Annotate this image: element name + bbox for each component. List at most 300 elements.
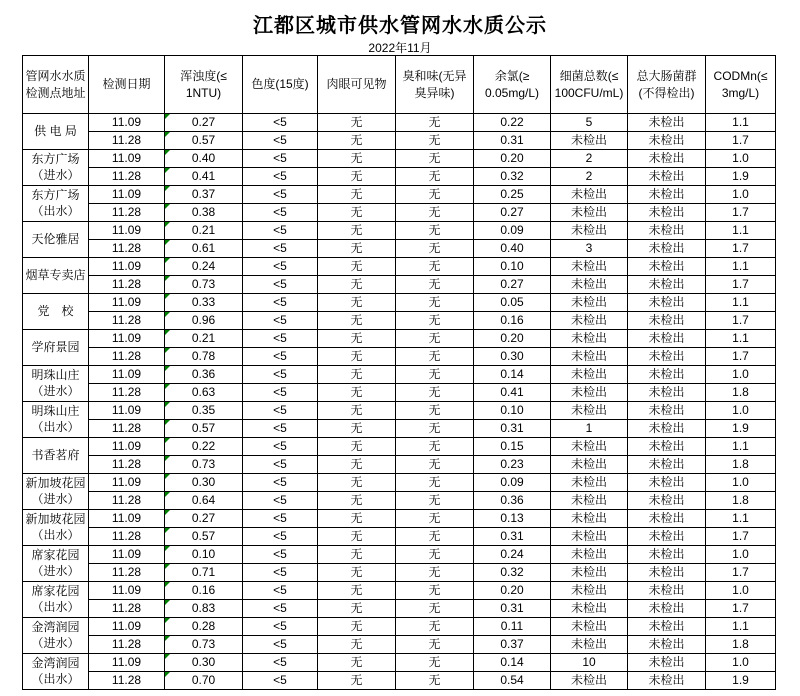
bacteria-cell: 未检出: [551, 474, 628, 492]
chroma-cell: <5: [243, 564, 318, 582]
column-header-8: 总大肠菌群 (不得检出): [628, 56, 706, 114]
odor-cell: 无: [396, 420, 474, 438]
codmn-cell: 1.8: [706, 636, 776, 654]
turbidity-cell: 0.30: [165, 474, 243, 492]
turbidity-cell: 0.10: [165, 546, 243, 564]
chroma-cell: <5: [243, 276, 318, 294]
visible-matter-cell: 无: [318, 150, 396, 168]
chlorine-cell: 0.20: [474, 582, 551, 600]
chlorine-cell: 0.36: [474, 492, 551, 510]
chlorine-cell: 0.10: [474, 258, 551, 276]
visible-matter-cell: 无: [318, 384, 396, 402]
table-row: [23, 600, 776, 618]
column-header-5: 臭和味(无异 臭异味): [396, 56, 474, 114]
chroma-cell: <5: [243, 348, 318, 366]
coliform-cell: 未检出: [628, 654, 706, 672]
visible-matter-cell: 无: [318, 564, 396, 582]
visible-matter-cell: 无: [318, 672, 396, 690]
odor-cell: 无: [396, 258, 474, 276]
turbidity-cell: 0.73: [165, 636, 243, 654]
bacteria-cell: 3: [551, 240, 628, 258]
table-row: [23, 564, 776, 582]
coliform-cell: 未检出: [628, 294, 706, 312]
odor-cell: 无: [396, 330, 474, 348]
column-header-4: 肉眼可见物: [318, 56, 396, 114]
chroma-cell: <5: [243, 240, 318, 258]
table-row: [23, 330, 776, 348]
table-row: [23, 204, 776, 222]
odor-cell: 无: [396, 312, 474, 330]
table-row: [23, 546, 776, 564]
odor-cell: 无: [396, 132, 474, 150]
codmn-cell: 1.1: [706, 222, 776, 240]
bacteria-cell: 2: [551, 150, 628, 168]
bacteria-cell: 未检出: [551, 438, 628, 456]
column-header-2: 浑浊度(≤ 1NTU): [165, 56, 243, 114]
location-cell: 新加坡花园 （出水）: [23, 510, 89, 546]
coliform-cell: 未检出: [628, 546, 706, 564]
odor-cell: 无: [396, 348, 474, 366]
chroma-cell: <5: [243, 384, 318, 402]
date-cell: 11.09: [89, 330, 165, 348]
bacteria-cell: 未检出: [551, 204, 628, 222]
codmn-cell: 1.7: [706, 348, 776, 366]
date-cell: 11.28: [89, 672, 165, 690]
chlorine-cell: 0.40: [474, 240, 551, 258]
chlorine-cell: 0.14: [474, 654, 551, 672]
table-row: [23, 420, 776, 438]
turbidity-cell: 0.73: [165, 456, 243, 474]
location-cell: 金湾润园 （出水）: [23, 654, 89, 690]
location-cell: 东方广场 （进水）: [23, 150, 89, 186]
bacteria-cell: 未检出: [551, 636, 628, 654]
chlorine-cell: 0.27: [474, 276, 551, 294]
chlorine-cell: 0.54: [474, 672, 551, 690]
visible-matter-cell: 无: [318, 546, 396, 564]
turbidity-cell: 0.38: [165, 204, 243, 222]
turbidity-cell: 0.22: [165, 438, 243, 456]
location-cell: 供 电 局: [23, 114, 89, 150]
odor-cell: 无: [396, 654, 474, 672]
codmn-cell: 1.1: [706, 618, 776, 636]
date-cell: 11.28: [89, 240, 165, 258]
coliform-cell: 未检出: [628, 672, 706, 690]
chroma-cell: <5: [243, 150, 318, 168]
codmn-cell: 1.7: [706, 312, 776, 330]
date-cell: 11.28: [89, 456, 165, 474]
odor-cell: 无: [396, 240, 474, 258]
coliform-cell: 未检出: [628, 114, 706, 132]
table-row: [23, 438, 776, 456]
odor-cell: 无: [396, 204, 474, 222]
table-row: [23, 528, 776, 546]
visible-matter-cell: 无: [318, 330, 396, 348]
bacteria-cell: 10: [551, 654, 628, 672]
bacteria-cell: 未检出: [551, 366, 628, 384]
date-cell: 11.28: [89, 132, 165, 150]
chroma-cell: <5: [243, 186, 318, 204]
coliform-cell: 未检出: [628, 348, 706, 366]
date-cell: 11.09: [89, 222, 165, 240]
odor-cell: 无: [396, 294, 474, 312]
codmn-cell: 1.7: [706, 132, 776, 150]
visible-matter-cell: 无: [318, 636, 396, 654]
bacteria-cell: 未检出: [551, 132, 628, 150]
visible-matter-cell: 无: [318, 492, 396, 510]
visible-matter-cell: 无: [318, 618, 396, 636]
bacteria-cell: 1: [551, 420, 628, 438]
date-cell: 11.09: [89, 294, 165, 312]
chlorine-cell: 0.20: [474, 150, 551, 168]
visible-matter-cell: 无: [318, 240, 396, 258]
date-cell: 11.09: [89, 258, 165, 276]
table-row: [23, 150, 776, 168]
codmn-cell: 1.1: [706, 114, 776, 132]
visible-matter-cell: 无: [318, 474, 396, 492]
codmn-cell: 1.7: [706, 528, 776, 546]
turbidity-cell: 0.70: [165, 672, 243, 690]
chlorine-cell: 0.16: [474, 312, 551, 330]
visible-matter-cell: 无: [318, 258, 396, 276]
table-row: [23, 168, 776, 186]
turbidity-cell: 0.27: [165, 510, 243, 528]
codmn-cell: 1.7: [706, 276, 776, 294]
date-cell: 11.28: [89, 384, 165, 402]
coliform-cell: 未检出: [628, 240, 706, 258]
odor-cell: 无: [396, 168, 474, 186]
odor-cell: 无: [396, 114, 474, 132]
chlorine-cell: 0.09: [474, 222, 551, 240]
visible-matter-cell: 无: [318, 528, 396, 546]
chlorine-cell: 0.30: [474, 348, 551, 366]
table-row: [23, 132, 776, 150]
bacteria-cell: 未检出: [551, 258, 628, 276]
codmn-cell: 1.0: [706, 366, 776, 384]
table-row: [23, 510, 776, 528]
turbidity-cell: 0.28: [165, 618, 243, 636]
chlorine-cell: 0.14: [474, 366, 551, 384]
codmn-cell: 1.0: [706, 474, 776, 492]
bacteria-cell: 2: [551, 168, 628, 186]
table-row: [23, 618, 776, 636]
chroma-cell: <5: [243, 528, 318, 546]
coliform-cell: 未检出: [628, 276, 706, 294]
visible-matter-cell: 无: [318, 438, 396, 456]
codmn-cell: 1.9: [706, 420, 776, 438]
table-row: [23, 366, 776, 384]
visible-matter-cell: 无: [318, 366, 396, 384]
bacteria-cell: 未检出: [551, 510, 628, 528]
chlorine-cell: 0.41: [474, 384, 551, 402]
codmn-cell: 1.8: [706, 492, 776, 510]
date-cell: 11.28: [89, 204, 165, 222]
visible-matter-cell: 无: [318, 168, 396, 186]
visible-matter-cell: 无: [318, 654, 396, 672]
bacteria-cell: 未检出: [551, 672, 628, 690]
codmn-cell: 1.1: [706, 438, 776, 456]
date-cell: 11.28: [89, 348, 165, 366]
chlorine-cell: 0.32: [474, 564, 551, 582]
coliform-cell: 未检出: [628, 222, 706, 240]
page-title: 江都区城市供水管网水水质公示: [253, 15, 547, 37]
table-row: [23, 492, 776, 510]
turbidity-cell: 0.40: [165, 150, 243, 168]
chroma-cell: <5: [243, 366, 318, 384]
bacteria-cell: 未检出: [551, 186, 628, 204]
codmn-cell: 1.8: [706, 456, 776, 474]
odor-cell: 无: [396, 438, 474, 456]
date-cell: 11.28: [89, 600, 165, 618]
turbidity-cell: 0.71: [165, 564, 243, 582]
chlorine-cell: 0.37: [474, 636, 551, 654]
table-row: [23, 114, 776, 132]
bacteria-cell: 未检出: [551, 618, 628, 636]
coliform-cell: 未检出: [628, 186, 706, 204]
table-row: [23, 240, 776, 258]
table-row: [23, 402, 776, 420]
location-cell: 席家花园 （进水）: [23, 546, 89, 582]
date-cell: 11.28: [89, 636, 165, 654]
turbidity-cell: 0.57: [165, 420, 243, 438]
coliform-cell: 未检出: [628, 168, 706, 186]
location-cell: 天伦雅居: [23, 222, 89, 258]
chlorine-cell: 0.15: [474, 438, 551, 456]
date-cell: 11.28: [89, 168, 165, 186]
chroma-cell: <5: [243, 456, 318, 474]
bacteria-cell: 未检出: [551, 582, 628, 600]
odor-cell: 无: [396, 582, 474, 600]
coliform-cell: 未检出: [628, 132, 706, 150]
chroma-cell: <5: [243, 258, 318, 276]
chroma-cell: <5: [243, 618, 318, 636]
odor-cell: 无: [396, 600, 474, 618]
water-quality-table: [22, 55, 776, 690]
date-cell: 11.09: [89, 618, 165, 636]
chlorine-cell: 0.22: [474, 114, 551, 132]
codmn-cell: 1.0: [706, 546, 776, 564]
chroma-cell: <5: [243, 492, 318, 510]
turbidity-cell: 0.27: [165, 114, 243, 132]
table-row: [23, 222, 776, 240]
odor-cell: 无: [396, 672, 474, 690]
codmn-cell: 1.1: [706, 294, 776, 312]
bacteria-cell: 未检出: [551, 492, 628, 510]
chroma-cell: <5: [243, 204, 318, 222]
table-row: [23, 348, 776, 366]
header-row: [23, 56, 776, 114]
turbidity-cell: 0.21: [165, 330, 243, 348]
coliform-cell: 未检出: [628, 510, 706, 528]
bacteria-cell: 未检出: [551, 348, 628, 366]
turbidity-cell: 0.16: [165, 582, 243, 600]
turbidity-cell: 0.35: [165, 402, 243, 420]
coliform-cell: 未检出: [628, 366, 706, 384]
date-cell: 11.09: [89, 186, 165, 204]
turbidity-cell: 0.21: [165, 222, 243, 240]
chlorine-cell: 0.20: [474, 330, 551, 348]
visible-matter-cell: 无: [318, 420, 396, 438]
chlorine-cell: 0.25: [474, 186, 551, 204]
chlorine-cell: 0.10: [474, 402, 551, 420]
table-row: [23, 294, 776, 312]
chroma-cell: <5: [243, 168, 318, 186]
bacteria-cell: 未检出: [551, 546, 628, 564]
location-cell: 学府景园: [23, 330, 89, 366]
bacteria-cell: 未检出: [551, 528, 628, 546]
date-cell: 11.28: [89, 492, 165, 510]
coliform-cell: 未检出: [628, 600, 706, 618]
codmn-cell: 1.7: [706, 600, 776, 618]
chroma-cell: <5: [243, 474, 318, 492]
chroma-cell: <5: [243, 294, 318, 312]
coliform-cell: 未检出: [628, 618, 706, 636]
chlorine-cell: 0.27: [474, 204, 551, 222]
odor-cell: 无: [396, 528, 474, 546]
coliform-cell: 未检出: [628, 582, 706, 600]
chlorine-cell: 0.31: [474, 528, 551, 546]
table-row: [23, 582, 776, 600]
turbidity-cell: 0.83: [165, 600, 243, 618]
location-cell: 新加坡花园 （进水）: [23, 474, 89, 510]
date-cell: 11.28: [89, 528, 165, 546]
bacteria-cell: 未检出: [551, 330, 628, 348]
coliform-cell: 未检出: [628, 636, 706, 654]
visible-matter-cell: 无: [318, 132, 396, 150]
odor-cell: 无: [396, 510, 474, 528]
column-header-6: 余氯(≥ 0.05mg/L): [474, 56, 551, 114]
chroma-cell: <5: [243, 114, 318, 132]
codmn-cell: 1.9: [706, 168, 776, 186]
bacteria-cell: 未检出: [551, 402, 628, 420]
turbidity-cell: 0.96: [165, 312, 243, 330]
location-cell: 东方广场 （出水）: [23, 186, 89, 222]
turbidity-cell: 0.57: [165, 528, 243, 546]
codmn-cell: 1.0: [706, 186, 776, 204]
chlorine-cell: 0.31: [474, 132, 551, 150]
chroma-cell: <5: [243, 222, 318, 240]
codmn-cell: 1.1: [706, 330, 776, 348]
table-row: [23, 672, 776, 690]
bacteria-cell: 未检出: [551, 222, 628, 240]
table-row: [23, 384, 776, 402]
coliform-cell: 未检出: [628, 150, 706, 168]
turbidity-cell: 0.57: [165, 132, 243, 150]
bacteria-cell: 未检出: [551, 600, 628, 618]
table-row: [23, 456, 776, 474]
coliform-cell: 未检出: [628, 402, 706, 420]
chlorine-cell: 0.32: [474, 168, 551, 186]
date-cell: 11.09: [89, 510, 165, 528]
codmn-cell: 1.0: [706, 150, 776, 168]
table-row: [23, 276, 776, 294]
chroma-cell: <5: [243, 312, 318, 330]
odor-cell: 无: [396, 366, 474, 384]
visible-matter-cell: 无: [318, 294, 396, 312]
visible-matter-cell: 无: [318, 312, 396, 330]
turbidity-cell: 0.41: [165, 168, 243, 186]
turbidity-cell: 0.30: [165, 654, 243, 672]
coliform-cell: 未检出: [628, 204, 706, 222]
turbidity-cell: 0.24: [165, 258, 243, 276]
bacteria-cell: 未检出: [551, 384, 628, 402]
coliform-cell: 未检出: [628, 474, 706, 492]
coliform-cell: 未检出: [628, 312, 706, 330]
coliform-cell: 未检出: [628, 420, 706, 438]
date-cell: 11.28: [89, 420, 165, 438]
turbidity-cell: 0.36: [165, 366, 243, 384]
coliform-cell: 未检出: [628, 330, 706, 348]
table-row: [23, 474, 776, 492]
date-cell: 11.09: [89, 402, 165, 420]
location-cell: 党 校: [23, 294, 89, 330]
turbidity-cell: 0.73: [165, 276, 243, 294]
odor-cell: 无: [396, 150, 474, 168]
date-cell: 11.28: [89, 312, 165, 330]
odor-cell: 无: [396, 546, 474, 564]
visible-matter-cell: 无: [318, 186, 396, 204]
odor-cell: 无: [396, 474, 474, 492]
date-cell: 11.09: [89, 438, 165, 456]
bacteria-cell: 未检出: [551, 276, 628, 294]
odor-cell: 无: [396, 384, 474, 402]
codmn-cell: 1.0: [706, 402, 776, 420]
turbidity-cell: 0.64: [165, 492, 243, 510]
visible-matter-cell: 无: [318, 204, 396, 222]
date-cell: 11.09: [89, 546, 165, 564]
visible-matter-cell: 无: [318, 402, 396, 420]
coliform-cell: 未检出: [628, 456, 706, 474]
location-cell: 明珠山庄 （进水）: [23, 366, 89, 402]
date-cell: 11.09: [89, 150, 165, 168]
visible-matter-cell: 无: [318, 114, 396, 132]
location-cell: 席家花园 （出水）: [23, 582, 89, 618]
odor-cell: 无: [396, 402, 474, 420]
coliform-cell: 未检出: [628, 528, 706, 546]
turbidity-cell: 0.78: [165, 348, 243, 366]
chroma-cell: <5: [243, 582, 318, 600]
codmn-cell: 1.7: [706, 204, 776, 222]
codmn-cell: 1.7: [706, 240, 776, 258]
table-row: [23, 654, 776, 672]
visible-matter-cell: 无: [318, 348, 396, 366]
chlorine-cell: 0.13: [474, 510, 551, 528]
chroma-cell: <5: [243, 636, 318, 654]
coliform-cell: 未检出: [628, 492, 706, 510]
chroma-cell: <5: [243, 438, 318, 456]
page-subtitle: 2022年11月: [368, 41, 432, 55]
chlorine-cell: 0.11: [474, 618, 551, 636]
coliform-cell: 未检出: [628, 384, 706, 402]
chroma-cell: <5: [243, 546, 318, 564]
date-cell: 11.09: [89, 366, 165, 384]
bacteria-cell: 未检出: [551, 564, 628, 582]
turbidity-cell: 0.61: [165, 240, 243, 258]
odor-cell: 无: [396, 186, 474, 204]
codmn-cell: 1.0: [706, 582, 776, 600]
column-header-0: 管网水水质 检测点地址: [23, 56, 89, 114]
odor-cell: 无: [396, 564, 474, 582]
date-cell: 11.09: [89, 654, 165, 672]
chlorine-cell: 0.23: [474, 456, 551, 474]
chroma-cell: <5: [243, 330, 318, 348]
table-row: [23, 312, 776, 330]
chroma-cell: <5: [243, 600, 318, 618]
date-cell: 11.09: [89, 114, 165, 132]
codmn-cell: 1.9: [706, 672, 776, 690]
chlorine-cell: 0.31: [474, 600, 551, 618]
codmn-cell: 1.7: [706, 564, 776, 582]
odor-cell: 无: [396, 222, 474, 240]
